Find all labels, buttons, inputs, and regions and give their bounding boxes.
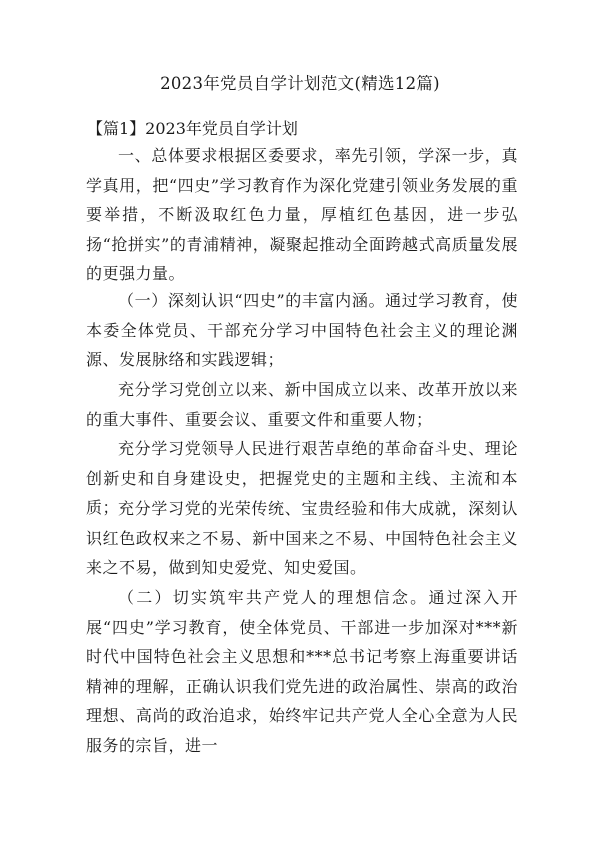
- paragraph-study-history: 充分学习党创立以来、新中国成立以来、改革开放以来的重大事件、重要会议、重要文件和重要人物；: [86, 380, 518, 429]
- document-title: 2023年党员自学计划范文(精选12篇): [160, 74, 440, 93]
- paragraph-general-requirements: 一、总体要求根据区委要求，率先引领，学深一步，真学真用，把“四史”学习教育作为深化党建引领业务发展的重要举措，不断汲取红色力量，厚植红色基因，进一步弘扬“抢拼实”的青浦精神，凝聚起推动全面跨越式高质量发展的更强力量。: [86, 146, 518, 284]
- paragraph-study-traditions: 充分学习党的光荣传统、宝贵经验和伟大成就，深刻认识红色政权来之不易、新中国来之不易、中国特色社会主义来之不易，做到知史爱党、知史爱国。: [86, 499, 518, 578]
- section-heading: 【篇1】2023年党员自学计划: [87, 119, 298, 138]
- paragraph-point-two: （二）切实筑牢共产党人的理想信念。通过深入开展“四史”学习教育，使全体党员、干部进一步加深对***新时代中国特色社会主义思想和***总书记考察上海重要讲话精神的理解，正确认识我们党先进的政治属性、崇高的政治理想、高尚的政治追求，始终牢记共产党人全心全意为人民服务的宗旨，进一: [86, 588, 518, 755]
- paragraph-study-struggle: 充分学习党领导人民进行艰苦卓绝的革命奋斗史、理论创新史和自身建设史，把握党史的主题和主线、主流和本质；: [86, 439, 518, 518]
- paragraph-point-one: （一）深刻认识“四史”的丰富内涵。通过学习教育，使本委全体党员、干部充分学习中国特色社会主义的理论渊源、发展脉络和实践逻辑；: [86, 291, 518, 370]
